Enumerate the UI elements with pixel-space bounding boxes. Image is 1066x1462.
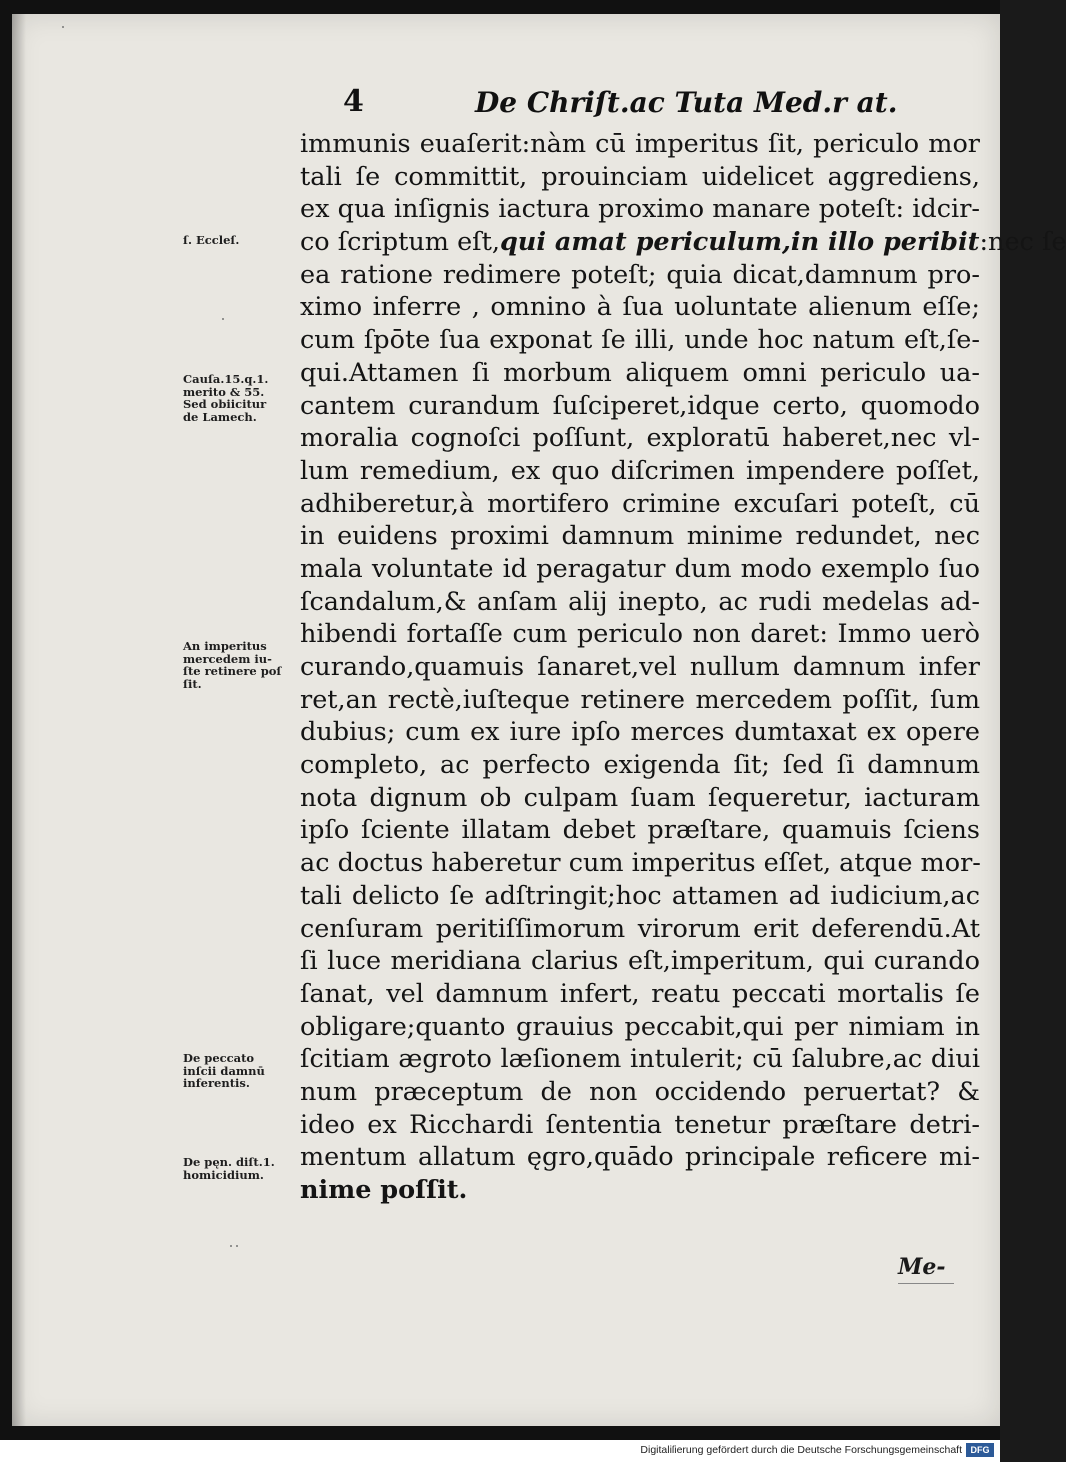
text-line: ex qua inſignis iactura proximo manare poteſt: idcir- <box>300 194 980 225</box>
text-line: cenſuram peritiſſimorum virorum erit deferendū.At <box>300 913 980 944</box>
text-run: co ſcriptum eſt, <box>300 227 500 258</box>
text-line: mala voluntate id peragatur dum modo exemplo ſuo <box>300 553 980 584</box>
margin-note <box>183 373 301 423</box>
text-run: :nec ſe <box>979 227 1066 258</box>
text-line: nota dignum ob culpam ſuam ſequeretur, iacturam <box>300 782 980 813</box>
margin-note <box>183 1156 301 1181</box>
text-line-final: nime poſſit. <box>300 1175 468 1205</box>
text-line: in euidens proximi damnum minime redundet, nec <box>300 521 980 552</box>
margin-note-line: homicidium. <box>183 1167 264 1182</box>
text-line: immunis euaſerit:nàm cū imperitus ſit, periculo mor <box>300 129 980 159</box>
margin-note-line: merito & 55. <box>183 384 265 399</box>
margin-note <box>183 1052 301 1090</box>
margin-note <box>183 640 301 690</box>
text-line: obligare;quanto grauius peccabit,qui per nimiam in <box>300 1011 980 1042</box>
text-line: hibendi fortaſſe cum periculo non daret: Immo uerò <box>300 619 980 650</box>
catchword: Me- <box>898 1254 946 1280</box>
paper-speck <box>62 26 64 28</box>
digitization-credit: Digitaliſierung gefördert durch die Deutsche Forschungsgemeinschaft <box>640 1444 962 1456</box>
page-gutter-shadow <box>12 14 26 1426</box>
text-line: ret,an rectè,iuſteque retinere mercedem poſſit, ſum <box>300 684 980 715</box>
text-line: ac doctus haberetur cum imperitus eſſet, atque mor- <box>300 848 981 879</box>
dfg-logo: DFG <box>966 1443 994 1457</box>
text-line: ideo ex Ricchardi ſententia tenetur præſtare detri- <box>300 1109 980 1140</box>
paper-speck <box>236 1245 238 1247</box>
text-line: ſcitiam ægroto læſionem intulerit; cū ſalubre,ac diui <box>300 1044 980 1075</box>
margin-note-line: inferentis. <box>183 1076 250 1090</box>
text-line: curando,quamuis ſanaret,vel nullum damnum infer <box>300 652 980 682</box>
text-line: moralia cognoſci poſſunt, exploratū haberet,nec vl- <box>300 423 980 454</box>
margin-note-line: ſit. <box>183 676 202 691</box>
margin-note-line: De pęn. diſt.1. <box>183 1155 275 1169</box>
running-head <box>335 84 898 128</box>
margin-note-line: de Lamech. <box>183 409 257 424</box>
margin-note-line: mercedem iu- <box>183 651 272 666</box>
margin-note <box>183 234 301 247</box>
text-line: ximo inferre , omnino à ſua uoluntate alienum eſſe; <box>300 292 980 323</box>
text-line: lum remedium, ex quo diſcrimen impendere poſſet, <box>300 455 980 486</box>
catchword-rule <box>898 1283 954 1284</box>
margin-note-line: ſ. Eccleſ. <box>183 233 240 247</box>
paper-speck <box>222 318 224 320</box>
text-line: completo, ac perfecto exigenda ſit; ſed ſi damnum <box>300 750 980 781</box>
text-line <box>300 226 1066 259</box>
text-line: cantem curandum ſuſciperet,idque certo, quomodo <box>300 390 980 421</box>
text-line: qui.Attamen ſi morbum aliquem omni periculo ua- <box>300 357 980 388</box>
footer-bar <box>0 1440 1000 1462</box>
scripture-quote: qui amat periculum,in illo peribit <box>499 227 980 258</box>
text-line: num præceptum de non occidendo peruertat? & <box>300 1076 980 1107</box>
text-line: mentum allatum ęgro,quādo principale reficere mi- <box>300 1142 980 1173</box>
main-text-block <box>300 128 1066 1207</box>
page-number: 4 <box>343 84 364 119</box>
margin-note-line: An imperitus <box>183 639 267 653</box>
text-line: tali ſe committit, prouinciam uidelicet aggrediens, <box>300 161 980 192</box>
text-line: ipſo ſciente illatam debet præſtare, quamuis ſciens <box>300 815 980 846</box>
margin-note-line: Cauſa.15.q.1. <box>183 372 269 386</box>
text-line: tali delicto ſe adſtringit;hoc attamen ad iudicium,ac <box>300 880 980 911</box>
text-line: ea ratione redimere poteſt; quia dicat,damnum pro- <box>300 259 980 290</box>
margin-note-line: ſte retinere poſ <box>183 664 282 678</box>
text-line: ſanat, vel damnum infert, reatu peccati mortalis ſe <box>300 978 980 1009</box>
margin-note-line: De peccato <box>183 1051 255 1065</box>
text-line: ſi luce meridiana clarius eſt,imperitum, qui curando <box>300 946 980 977</box>
margin-note-line: Sed obiicitur <box>183 397 267 411</box>
text-line: adhiberetur,à mortifero crimine excuſari poteſt, cū <box>300 488 980 519</box>
text-line: ſcandalum,& anſam alij inepto, ac rudi medelas ad- <box>300 586 980 617</box>
text-line: cum ſpōte ſua exponat ſe illi, unde hoc natum eſt,ſe- <box>300 325 980 356</box>
paper-speck <box>230 1245 232 1247</box>
running-head-title: De Chriſt.ac Tuta Med.r at. <box>475 86 898 119</box>
text-line: dubius; cum ex iure ipſo merces dumtaxat ex opere <box>300 717 980 748</box>
margin-note-line: inſcii damnū <box>183 1063 265 1078</box>
